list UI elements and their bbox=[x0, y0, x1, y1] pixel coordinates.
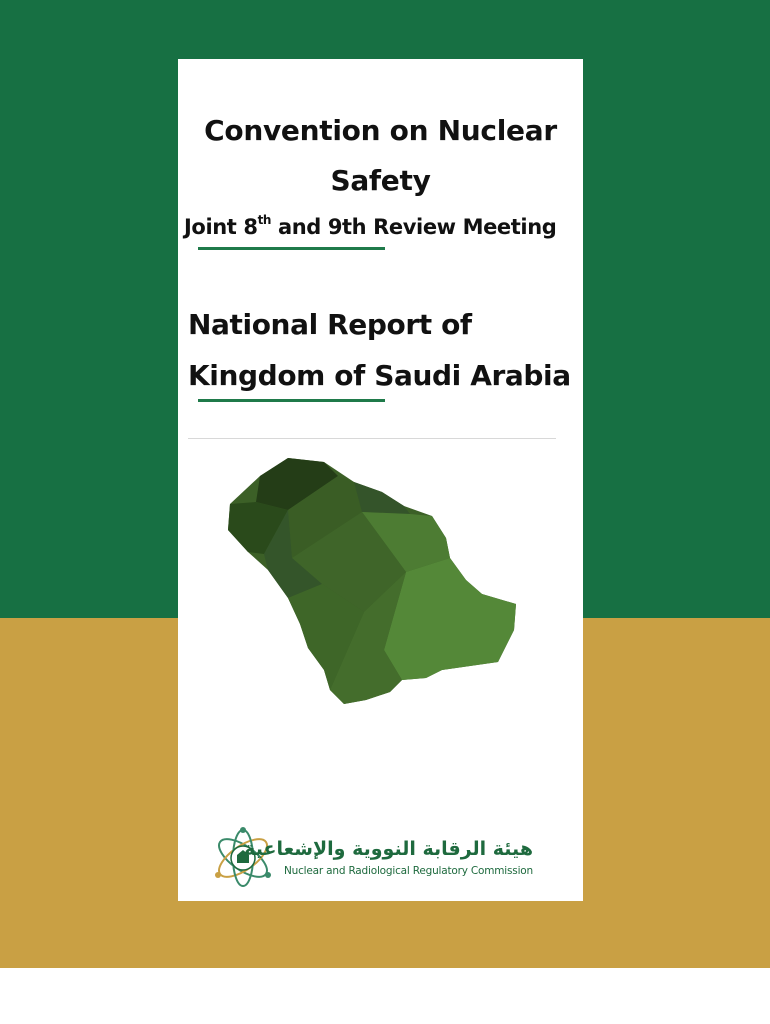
subtitle-prefix: Joint 8 bbox=[184, 215, 258, 239]
cover-card bbox=[178, 59, 583, 901]
report-title-line-1: National Report of bbox=[188, 308, 472, 341]
title-line-2: Safety bbox=[330, 164, 431, 197]
subtitle-superscript: th bbox=[257, 213, 272, 227]
title-line-1: Convention on Nuclear bbox=[204, 114, 557, 147]
meeting-subtitle bbox=[184, 215, 584, 239]
accent-rule-bottom bbox=[198, 399, 385, 402]
divider-line bbox=[188, 438, 556, 439]
accent-rule-top bbox=[198, 247, 385, 250]
organization-name-english: Nuclear and Radiological Regulatory Commission bbox=[284, 865, 533, 877]
subtitle-suffix: and 9th Review Meeting bbox=[271, 215, 557, 239]
saudi-arabia-map-icon bbox=[226, 454, 520, 704]
background-bottom-margin bbox=[0, 968, 770, 1024]
report-title-line-2: Kingdom of Saudi Arabia bbox=[188, 359, 571, 392]
organization-name-arabic: هيئة الرقابة النووية والإشعاعية bbox=[244, 838, 533, 860]
